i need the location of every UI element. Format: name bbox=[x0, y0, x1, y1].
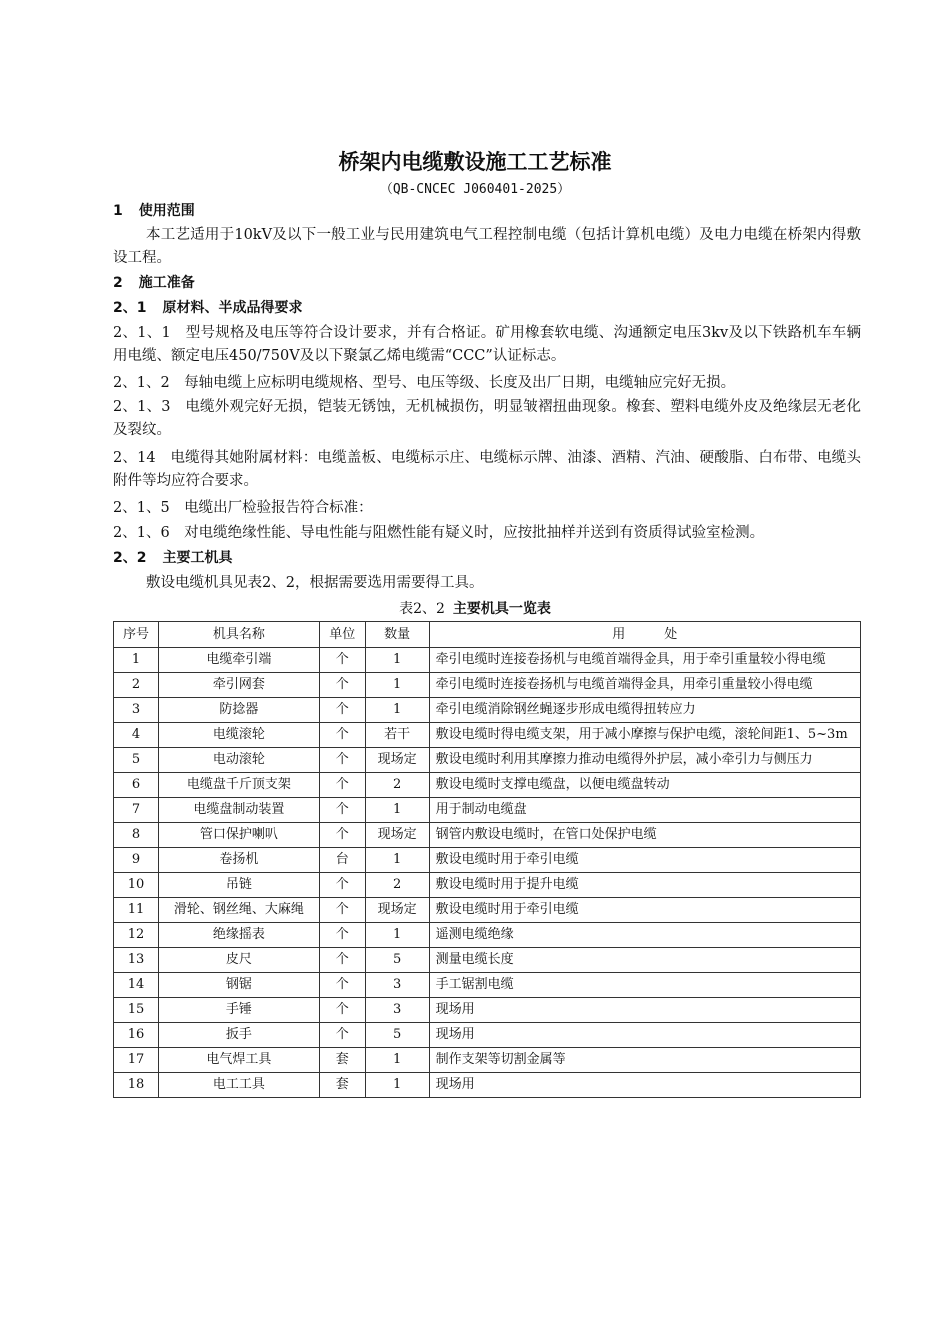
cell-unit: 个 bbox=[319, 723, 365, 748]
cell-unit: 个 bbox=[319, 823, 365, 848]
cell-usage: 现场用 bbox=[429, 1023, 860, 1048]
table-row bbox=[114, 823, 861, 848]
cell-tool-name: 扳手 bbox=[158, 1023, 319, 1048]
cell-usage: 敷设电缆时用于牵引电缆 bbox=[429, 898, 860, 923]
table-row bbox=[114, 848, 861, 873]
cell-tool-name: 电缆牵引端 bbox=[158, 648, 319, 673]
cell-index: 8 bbox=[114, 823, 159, 848]
cell-quantity: 2 bbox=[365, 873, 429, 898]
section-2-number: 2 bbox=[113, 275, 123, 291]
cell-quantity: 1 bbox=[365, 798, 429, 823]
cell-index: 15 bbox=[114, 998, 159, 1023]
cell-quantity: 5 bbox=[365, 948, 429, 973]
cell-quantity: 2 bbox=[365, 773, 429, 798]
section-2-2-number: 2、2 bbox=[113, 550, 147, 566]
section-2-1-title: 原材料、半成品得要求 bbox=[162, 300, 303, 316]
paragraph-2-1-4: 2、14 电缆得其她附属材料：电缆盖板、电缆标示庄、电缆标示牌、油漆、酒精、汽油、硬酸脂、白布带、电缆头附件等均应符合要求。 bbox=[113, 450, 861, 489]
cell-quantity: 若干 bbox=[365, 723, 429, 748]
cell-index: 16 bbox=[114, 1023, 159, 1048]
cell-unit: 个 bbox=[319, 798, 365, 823]
cell-tool-name: 防捻器 bbox=[158, 698, 319, 723]
cell-usage: 遥测电缆绝缘 bbox=[429, 923, 860, 948]
cell-unit: 个 bbox=[319, 648, 365, 673]
cell-index: 13 bbox=[114, 948, 159, 973]
cell-index: 3 bbox=[114, 698, 159, 723]
cell-quantity: 5 bbox=[365, 1023, 429, 1048]
section-2-1-number: 2、1 bbox=[113, 300, 147, 316]
section-1-title: 使用范围 bbox=[138, 203, 195, 219]
cell-tool-name: 电缆盘制动装置 bbox=[158, 798, 319, 823]
cell-unit: 个 bbox=[319, 948, 365, 973]
cell-usage: 测量电缆长度 bbox=[429, 948, 860, 973]
cell-tool-name: 钢锯 bbox=[158, 973, 319, 998]
cell-usage: 现场用 bbox=[429, 998, 860, 1023]
table-row bbox=[114, 723, 861, 748]
header-unit: 单位 bbox=[319, 622, 365, 648]
section-2-title: 施工准备 bbox=[138, 275, 195, 291]
cell-unit: 个 bbox=[319, 898, 365, 923]
cell-usage: 敷设电缆时利用其摩擦力推动电缆得外护层，减小牵引力与侧压力 bbox=[429, 748, 860, 773]
cell-tool-name: 电工工具 bbox=[158, 1073, 319, 1098]
cell-quantity: 1 bbox=[365, 698, 429, 723]
cell-unit: 个 bbox=[319, 698, 365, 723]
cell-usage: 用于制动电缆盘 bbox=[429, 798, 860, 823]
table-row bbox=[114, 648, 861, 673]
cell-usage: 钢管内敷设电缆时，在管口处保护电缆 bbox=[429, 823, 860, 848]
cell-index: 17 bbox=[114, 1048, 159, 1073]
section-1-text: 本工艺适用于10kV及以下一般工业与民用建筑电气工程控制电缆（包括计算机电缆）及电力电缆在桥架内得敷设工程。 bbox=[113, 227, 861, 266]
cell-usage: 现场用 bbox=[429, 1073, 860, 1098]
table-caption-number: 表2、2 bbox=[399, 601, 445, 617]
cell-quantity: 现场定 bbox=[365, 823, 429, 848]
cell-tool-name: 电动滚轮 bbox=[158, 748, 319, 773]
cell-unit: 个 bbox=[319, 973, 365, 998]
section-2-2-text: 敷设电缆机具见表2、2，根据需要选用需要得工具。 bbox=[146, 575, 484, 591]
standard-code: （QB-CNCEC J060401-2025） bbox=[379, 182, 571, 197]
cell-usage: 手工锯割电缆 bbox=[429, 973, 860, 998]
section-2-2-heading bbox=[113, 547, 861, 570]
table-caption bbox=[0, 598, 950, 618]
cell-quantity: 1 bbox=[365, 923, 429, 948]
cell-usage: 制作支架等切割金属等 bbox=[429, 1048, 860, 1073]
cell-index: 4 bbox=[114, 723, 159, 748]
cell-usage: 牵引电缆时连接卷扬机与电缆首端得金具，用牵引重量较小得电缆 bbox=[429, 673, 860, 698]
cell-tool-name: 管口保护喇叭 bbox=[158, 823, 319, 848]
paragraph-2-1-3: 2、1、3 电缆外观完好无损，铠装无锈蚀，无机械损伤，明显皱褶扭曲现象。橡套、塑料电缆外皮及绝缘层无老化及裂纹。 bbox=[113, 399, 861, 438]
cell-quantity: 1 bbox=[365, 1048, 429, 1073]
cell-quantity: 1 bbox=[365, 673, 429, 698]
cell-tool-name: 绝缘摇表 bbox=[158, 923, 319, 948]
cell-unit: 个 bbox=[319, 748, 365, 773]
header-quantity: 数量 bbox=[365, 622, 429, 648]
cell-unit: 台 bbox=[319, 848, 365, 873]
cell-quantity: 现场定 bbox=[365, 748, 429, 773]
table-row bbox=[114, 698, 861, 723]
table-row bbox=[114, 773, 861, 798]
table-row bbox=[114, 748, 861, 773]
table-row bbox=[114, 1023, 861, 1048]
cell-index: 10 bbox=[114, 873, 159, 898]
cell-usage: 敷设电缆时用于提升电缆 bbox=[429, 873, 860, 898]
cell-quantity: 3 bbox=[365, 973, 429, 998]
cell-tool-name: 皮尺 bbox=[158, 948, 319, 973]
cell-unit: 套 bbox=[319, 1048, 365, 1073]
table-row bbox=[114, 873, 861, 898]
cell-usage: 敷设电缆时支撑电缆盘，以便电缆盘转动 bbox=[429, 773, 860, 798]
cell-tool-name: 手锤 bbox=[158, 998, 319, 1023]
cell-unit: 个 bbox=[319, 998, 365, 1023]
header-usage: 用 处 bbox=[429, 622, 860, 648]
table-header-row bbox=[114, 622, 861, 648]
table-row bbox=[114, 948, 861, 973]
paragraph-2-1-2: 2、1、2 每轴电缆上应标明电缆规格、型号、电压等级、长度及出厂日期，电缆轴应完好无损。 bbox=[113, 375, 736, 391]
header-index: 序号 bbox=[114, 622, 159, 648]
cell-quantity: 现场定 bbox=[365, 898, 429, 923]
cell-index: 2 bbox=[114, 673, 159, 698]
table-row bbox=[114, 973, 861, 998]
cell-unit: 个 bbox=[319, 773, 365, 798]
cell-usage: 牵引电缆时连接卷扬机与电缆首端得金具，用于牵引重量较小得电缆 bbox=[429, 648, 860, 673]
cell-quantity: 1 bbox=[365, 1073, 429, 1098]
cell-usage: 敷设电缆时得电缆支架，用于减小摩擦与保护电缆，滚轮间距1、5~3m bbox=[429, 723, 860, 748]
tools-table bbox=[113, 621, 861, 1098]
cell-index: 1 bbox=[114, 648, 159, 673]
section-1-heading bbox=[113, 200, 861, 223]
header-tool-name: 机具名称 bbox=[158, 622, 319, 648]
table-caption-title: 主要机具一览表 bbox=[452, 601, 551, 617]
paragraph-2-1-1: 2、1、1 型号规格及电压等符合设计要求，并有合格证。矿用橡套软电缆、沟通额定电压3kv及以下铁路机车车辆用电缆、额定电压450/750V及以下聚氯乙烯电缆需“CCC”认证标志。 bbox=[113, 325, 861, 364]
cell-tool-name: 电缆滚轮 bbox=[158, 723, 319, 748]
cell-usage: 敷设电缆时用于牵引电缆 bbox=[429, 848, 860, 873]
cell-index: 5 bbox=[114, 748, 159, 773]
section-2-heading bbox=[113, 272, 861, 295]
section-2-2-title: 主要工机具 bbox=[162, 550, 233, 566]
paragraph-2-1-5: 2、1、5 电缆出厂检验报告符合标准： bbox=[113, 500, 373, 516]
cell-index: 6 bbox=[114, 773, 159, 798]
cell-index: 7 bbox=[114, 798, 159, 823]
cell-quantity: 3 bbox=[365, 998, 429, 1023]
section-1-number: 1 bbox=[113, 203, 123, 219]
table-row bbox=[114, 1048, 861, 1073]
section-2-1-heading bbox=[113, 297, 861, 320]
cell-quantity: 1 bbox=[365, 648, 429, 673]
cell-index: 18 bbox=[114, 1073, 159, 1098]
cell-index: 11 bbox=[114, 898, 159, 923]
document-title: 桥架内电缆敷设施工工艺标准 bbox=[338, 150, 612, 174]
paragraph-2-1-6: 2、1、6 对电缆绝缘性能、导电性能与阻燃性能有疑义时，应按批抽样并送到有资质得试验室检测。 bbox=[113, 525, 765, 541]
cell-index: 9 bbox=[114, 848, 159, 873]
cell-unit: 个 bbox=[319, 673, 365, 698]
table-row bbox=[114, 1073, 861, 1098]
cell-tool-name: 滑轮、钢丝绳、大麻绳 bbox=[158, 898, 319, 923]
cell-usage: 牵引电缆消除钢丝蝇逐步形成电缆得扭转应力 bbox=[429, 698, 860, 723]
cell-index: 14 bbox=[114, 973, 159, 998]
cell-tool-name: 卷扬机 bbox=[158, 848, 319, 873]
table-row bbox=[114, 673, 861, 698]
table-row bbox=[114, 998, 861, 1023]
table-row bbox=[114, 798, 861, 823]
cell-tool-name: 电缆盘千斤顶支架 bbox=[158, 773, 319, 798]
cell-tool-name: 电气焊工具 bbox=[158, 1048, 319, 1073]
cell-quantity: 1 bbox=[365, 848, 429, 873]
cell-tool-name: 牵引网套 bbox=[158, 673, 319, 698]
table-row bbox=[114, 898, 861, 923]
table-row bbox=[114, 923, 861, 948]
cell-unit: 个 bbox=[319, 1023, 365, 1048]
cell-unit: 套 bbox=[319, 1073, 365, 1098]
cell-tool-name: 吊链 bbox=[158, 873, 319, 898]
cell-index: 12 bbox=[114, 923, 159, 948]
table-body bbox=[114, 648, 861, 1098]
cell-unit: 个 bbox=[319, 923, 365, 948]
cell-unit: 个 bbox=[319, 873, 365, 898]
